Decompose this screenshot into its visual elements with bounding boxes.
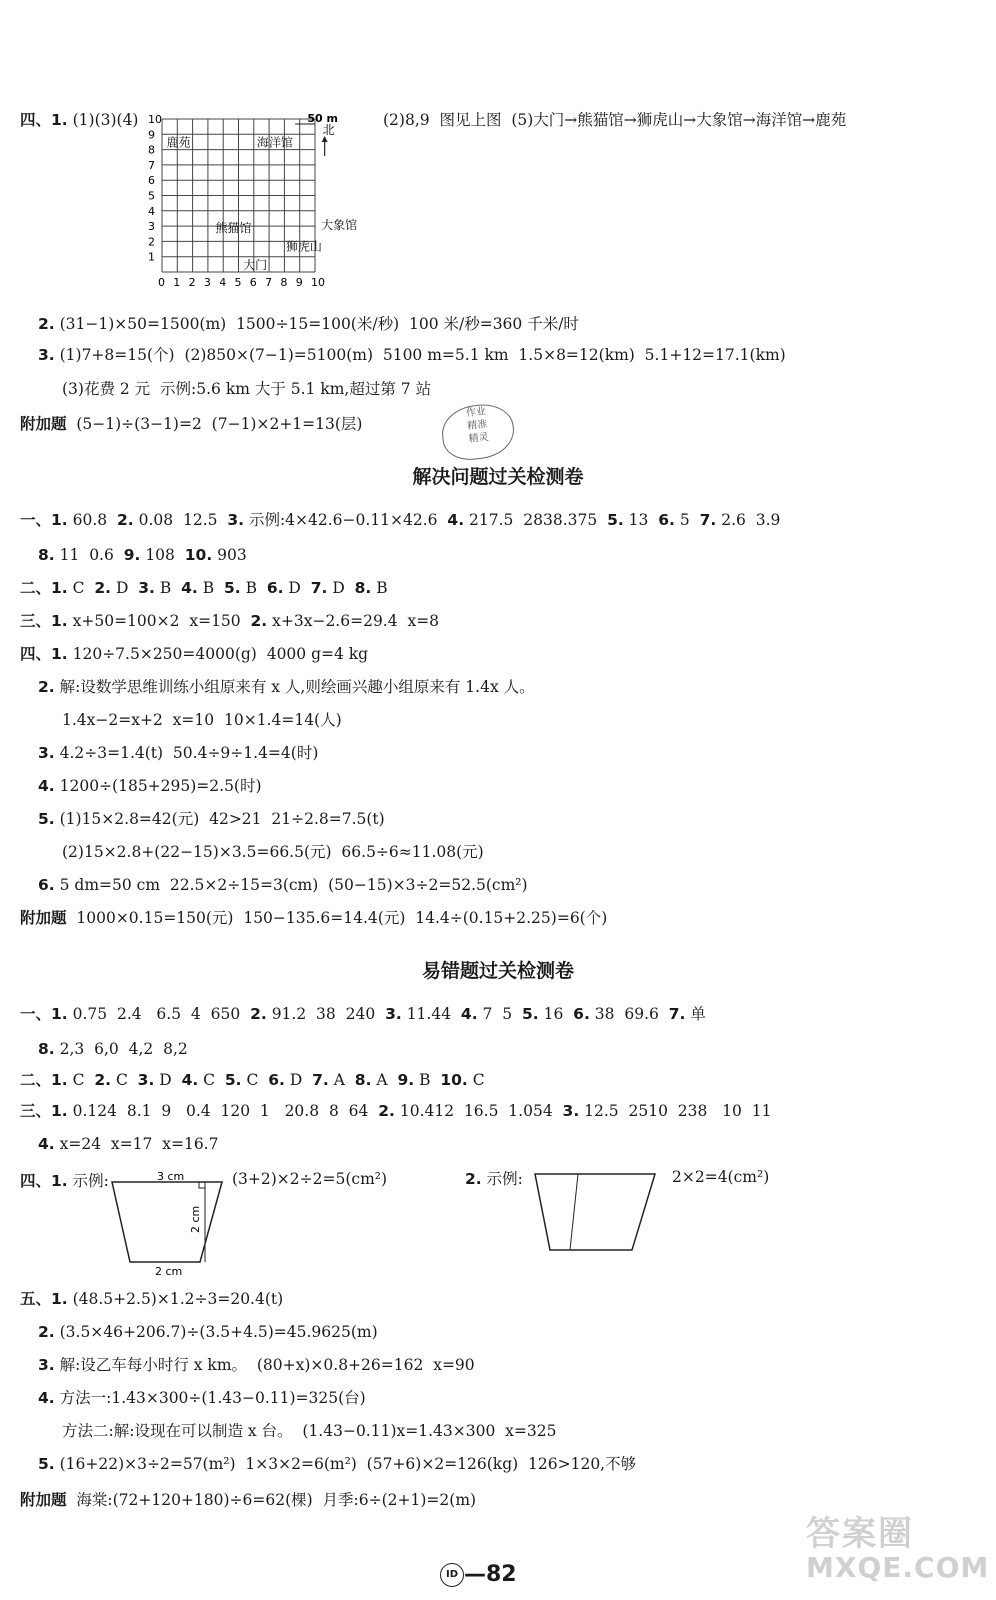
item-number: 7. bbox=[699, 511, 717, 529]
answer-line-33 bbox=[62, 1421, 556, 1441]
answer-line-29 bbox=[20, 1289, 283, 1309]
answer-line-16 bbox=[38, 809, 385, 829]
item-number: 3. bbox=[38, 744, 55, 762]
item-number: 6. bbox=[38, 876, 55, 894]
answer-text: B bbox=[154, 579, 182, 597]
item-number: 3. bbox=[137, 1071, 155, 1089]
publisher-icon: ID bbox=[440, 1563, 464, 1587]
answer-line-15 bbox=[38, 776, 262, 796]
answer-line-24 bbox=[38, 1134, 218, 1154]
answer-line-5 bbox=[62, 379, 431, 399]
y-tick-label: 4 bbox=[148, 204, 155, 218]
answer-text: 海棠:(72+120+180)÷6=62(棵) 月季:6÷(2+1)=2(m) bbox=[66, 1491, 477, 1509]
y-tick-label: 10 bbox=[148, 113, 162, 126]
item-number: 4. bbox=[181, 579, 198, 597]
answer-line-13 bbox=[62, 710, 342, 730]
north-label: 北 bbox=[322, 123, 335, 137]
stamp-line-1: 作业 bbox=[465, 406, 487, 420]
item-number: 5. bbox=[607, 511, 624, 529]
item-number: 6. bbox=[266, 579, 284, 597]
answer-line-2 bbox=[383, 110, 846, 130]
answer-line-14 bbox=[38, 743, 318, 763]
answer-text: (2)8,9 图见上图 (5)大门→熊猫馆→狮虎山→大象馆→海洋馆→鹿苑 bbox=[383, 111, 847, 129]
answer-text: 60.8 bbox=[67, 511, 117, 529]
answer-line-6 bbox=[20, 414, 362, 434]
answer-text: 1000×0.15=150(元) 150−135.6=14.4(元) 14.4÷(0.15+2.25)=6(个) bbox=[66, 909, 608, 927]
item-number: 4. bbox=[447, 511, 465, 529]
trapezoid-figure-1 bbox=[100, 1170, 235, 1278]
item-number: 10. bbox=[184, 546, 213, 564]
answer-text: 108 bbox=[140, 546, 185, 564]
answer-text: C bbox=[467, 1071, 485, 1089]
item-number: 4. bbox=[181, 1071, 199, 1089]
place-label: 海洋馆 bbox=[256, 135, 293, 150]
answer-text: 方法一:1.43×300÷(1.43−0.11)=325(台) bbox=[54, 1389, 366, 1407]
item-number: 3. bbox=[38, 1356, 55, 1374]
page-number: —82 bbox=[464, 1562, 517, 1587]
answer-text: 示例: bbox=[481, 1170, 523, 1188]
trapezoid-figure-2 bbox=[530, 1166, 660, 1256]
answer-text: B bbox=[371, 579, 388, 597]
answer-line-1 bbox=[20, 110, 138, 130]
item-number: 8. bbox=[354, 579, 372, 597]
x-tick-label: 7 bbox=[265, 276, 273, 289]
answer-text: 38 69.6 bbox=[589, 1005, 669, 1023]
item-number: 6. bbox=[658, 511, 675, 529]
page-footer bbox=[440, 1562, 517, 1587]
item-number: 4. bbox=[38, 1389, 55, 1407]
item-number: 5. bbox=[38, 810, 55, 828]
watermark-url: MXQE.COM bbox=[806, 1551, 990, 1584]
stamp-line-2: 精准 bbox=[466, 419, 488, 433]
item-number: 4. bbox=[460, 1005, 478, 1023]
answer-text: 1.4x−2=x+2 x=10 10×1.4=14(人) bbox=[62, 711, 342, 729]
item-number: 7. bbox=[310, 579, 328, 597]
answer-text: 2.6 3.9 bbox=[716, 511, 781, 529]
x-tick-label: 4 bbox=[219, 276, 227, 289]
answer-line-4 bbox=[38, 345, 786, 365]
answer-text: 2,3 6,0 4,2 8,2 bbox=[54, 1040, 188, 1058]
y-tick-label: 5 bbox=[148, 189, 155, 203]
item-number: 2. bbox=[465, 1170, 482, 1188]
item-number: 8. bbox=[354, 1071, 372, 1089]
item-number: 9. bbox=[397, 1071, 415, 1089]
answer-text: 方法二:解:设现在可以制造 x 台。 (1.43−0.11)x=1.43×300 x=325 bbox=[62, 1422, 557, 1440]
item-number: 7. bbox=[668, 1005, 686, 1023]
answer-text: (3)花费 2 元 示例:5.6 km 大于 5.1 km,超过第 7 站 bbox=[62, 380, 432, 398]
answer-line-18 bbox=[38, 875, 528, 895]
answer-line-11 bbox=[20, 644, 368, 664]
answer-text: 解:设数学思维训练小组原来有 x 人,则绘画兴趣小组原来有 1.4x 人。 bbox=[54, 678, 535, 696]
x-tick-label: 9 bbox=[295, 276, 303, 289]
answer-line-27 bbox=[465, 1169, 523, 1189]
answer-text: (16+22)×3÷2=57(m²) 1×3×2=6(m²) (57+6)×2=126(kg) 126>120,不够 bbox=[54, 1455, 637, 1473]
trapezoid-2-shape bbox=[535, 1174, 655, 1250]
x-tick-label: 3 bbox=[203, 276, 211, 289]
answer-text: (1)(3)(4) bbox=[67, 111, 139, 129]
item-number: 2. bbox=[250, 612, 268, 630]
answer-text: A bbox=[328, 1071, 355, 1089]
item-number: 2. bbox=[38, 315, 55, 333]
fig1-bottom-label: 2 cm bbox=[155, 1265, 183, 1278]
answer-text: B bbox=[414, 1071, 441, 1089]
answer-line-35 bbox=[20, 1490, 476, 1510]
answer-text: D bbox=[327, 579, 355, 597]
answer-text: 11.44 bbox=[401, 1005, 461, 1023]
answer-text: 示例:4×42.6−0.11×42.6 bbox=[244, 511, 448, 529]
item-number: 4. bbox=[38, 1135, 55, 1153]
place-label: 狮虎山 bbox=[285, 239, 322, 254]
answer-line-17 bbox=[62, 842, 484, 862]
answer-text: 解:设乙车每小时行 x km。 (80+x)×0.8+26=162 x=90 bbox=[54, 1356, 475, 1374]
answer-text: (1)15×2.8=42(元) 42>21 21÷2.8=7.5(t) bbox=[54, 810, 385, 828]
x-tick-label: 10 bbox=[311, 276, 325, 289]
y-tick-label: 9 bbox=[148, 128, 155, 142]
answer-text: 0.08 12.5 bbox=[133, 511, 228, 529]
answer-line-30 bbox=[38, 1322, 378, 1342]
answer-line-12 bbox=[38, 677, 535, 697]
section-title-2: 易错题过关检测卷 bbox=[421, 960, 574, 982]
answer-text: C bbox=[67, 1071, 95, 1089]
item-number: 2. bbox=[250, 1005, 267, 1023]
answer-text: (5−1)÷(3−1)=2 (7−1)×2+1=13(层) bbox=[66, 415, 363, 433]
right-angle-mark bbox=[199, 1182, 205, 1188]
answer-text: (1)7+8=15(个) (2)850×(7−1)=5100(m) 5100 m=5.1 km 1.5×8=12(km) 5.1+12=17.1(km) bbox=[54, 346, 786, 364]
x-tick-label: 0 bbox=[158, 276, 165, 289]
x-tick-label: 2 bbox=[188, 276, 196, 289]
answer-text: x+50=100×2 x=150 bbox=[67, 612, 251, 630]
answer-text: 13 bbox=[623, 511, 659, 529]
item-number: 五、1. bbox=[20, 1290, 68, 1308]
answer-text: 12.5 2510 238 10 11 bbox=[579, 1102, 772, 1120]
item-number: 二、1. bbox=[20, 579, 68, 597]
answer-text: 120÷7.5×250=4000(g) 4000 g=4 kg bbox=[67, 645, 369, 663]
answer-line-28 bbox=[672, 1167, 769, 1187]
place-label: 熊猫馆 bbox=[215, 221, 252, 236]
item-number: 三、1. bbox=[20, 612, 68, 630]
item-number: 8. bbox=[38, 546, 55, 564]
item-number: 附加题 bbox=[20, 415, 67, 433]
place-label: 鹿苑 bbox=[166, 135, 191, 150]
answer-text: 1200÷(185+295)=2.5(时) bbox=[54, 777, 262, 795]
zoo-grid-map bbox=[140, 112, 380, 302]
item-number: 3. bbox=[385, 1005, 402, 1023]
scale-label: 50 m bbox=[307, 112, 338, 125]
answer-text: 217.5 2838.375 bbox=[464, 511, 608, 529]
answer-line-25 bbox=[20, 1171, 109, 1191]
item-number: 5. bbox=[224, 1071, 242, 1089]
answer-text: 0.75 2.4 6.5 4 650 bbox=[67, 1005, 251, 1023]
fig1-side-label: 2 cm bbox=[189, 1205, 202, 1233]
y-tick-label: 8 bbox=[148, 143, 155, 157]
answer-line-19 bbox=[20, 908, 607, 928]
homework-stamp bbox=[439, 401, 516, 462]
answer-text: D bbox=[154, 1071, 182, 1089]
item-number: 附加题 bbox=[20, 909, 67, 927]
item-number: 2. bbox=[38, 678, 55, 696]
answer-text: 7 5 bbox=[477, 1005, 522, 1023]
answer-text: 0.124 8.1 9 0.4 120 1 20.8 8 64 bbox=[67, 1102, 379, 1120]
answer-text: (31−1)×50=1500(m) 1500÷15=100(米/秒) 100 米/秒=360 千米/时 bbox=[54, 315, 579, 333]
item-number: 2. bbox=[116, 511, 134, 529]
answer-text: 4.2÷3=1.4(t) 50.4÷9÷1.4=4(时) bbox=[54, 744, 319, 762]
item-number: 5. bbox=[38, 1455, 55, 1473]
answer-line-31 bbox=[38, 1355, 475, 1375]
answer-text: D bbox=[283, 579, 311, 597]
answer-line-20 bbox=[20, 1004, 706, 1024]
answer-text: 903 bbox=[212, 546, 247, 564]
x-tick-label: 6 bbox=[249, 276, 257, 289]
place-label: 大门 bbox=[243, 257, 268, 272]
answer-text: 2×2=4(cm²) bbox=[672, 1168, 770, 1186]
answer-text: C bbox=[241, 1071, 269, 1089]
answer-text: D bbox=[111, 579, 139, 597]
answer-text: 16 bbox=[538, 1005, 574, 1023]
item-number: 7. bbox=[312, 1071, 329, 1089]
item-number: 5. bbox=[521, 1005, 539, 1023]
answer-text: 11 0.6 bbox=[54, 546, 124, 564]
answer-text: C bbox=[111, 1071, 138, 1089]
section-title-1: 解决问题过关检测卷 bbox=[412, 466, 584, 488]
answer-line-23 bbox=[20, 1101, 771, 1121]
stamp-line-3: 精灵 bbox=[468, 431, 490, 445]
item-number: 5. bbox=[223, 579, 241, 597]
y-tick-label: 7 bbox=[148, 158, 155, 172]
item-number: 二、1. bbox=[20, 1071, 68, 1089]
answer-text: (3+2)×2÷2=5(cm²) bbox=[232, 1170, 388, 1188]
place-label: 大象馆 bbox=[321, 218, 358, 233]
answer-text: (48.5+2.5)×1.2÷3=20.4(t) bbox=[67, 1290, 284, 1308]
item-number: 9. bbox=[123, 546, 141, 564]
answer-text: C bbox=[67, 579, 95, 597]
item-number: 四、1. bbox=[20, 111, 68, 129]
answer-line-10 bbox=[20, 611, 439, 631]
y-tick-label: 3 bbox=[148, 220, 155, 234]
trapezoid-2-cut bbox=[570, 1174, 578, 1250]
item-number: 一、1. bbox=[20, 511, 68, 529]
item-number: 一、1. bbox=[20, 1005, 68, 1023]
answer-text: 5 bbox=[674, 511, 700, 529]
item-number: 四、1. bbox=[20, 645, 68, 663]
answer-line-7 bbox=[20, 510, 780, 530]
answer-text: 91.2 38 240 bbox=[266, 1005, 386, 1023]
item-number: 附加题 bbox=[20, 1491, 67, 1509]
item-number: 4. bbox=[38, 777, 55, 795]
answer-text: A bbox=[371, 1071, 398, 1089]
item-number: 3. bbox=[138, 579, 155, 597]
y-tick-label: 2 bbox=[148, 235, 155, 249]
answer-line-26 bbox=[232, 1169, 387, 1189]
answer-text: 10.412 16.5 1.054 bbox=[394, 1102, 563, 1120]
item-number: 10. bbox=[440, 1071, 468, 1089]
item-number: 3. bbox=[38, 346, 55, 364]
answer-text: x=24 x=17 x=16.7 bbox=[54, 1135, 219, 1153]
item-number: 2. bbox=[378, 1102, 395, 1120]
watermark-logo: 答案圈 bbox=[806, 1514, 914, 1554]
item-number: 2. bbox=[38, 1323, 55, 1341]
answer-text: C bbox=[198, 1071, 225, 1089]
answer-line-3 bbox=[38, 314, 579, 334]
answer-text: 示例: bbox=[67, 1172, 109, 1190]
answer-text: B bbox=[197, 579, 224, 597]
item-number: 三、1. bbox=[20, 1102, 68, 1120]
item-number: 8. bbox=[38, 1040, 55, 1058]
item-number: 2. bbox=[94, 579, 112, 597]
answer-line-9 bbox=[20, 578, 388, 598]
answer-text: 5 dm=50 cm 22.5×2÷15=3(cm) (50−15)×3÷2=52.5(cm²) bbox=[54, 876, 528, 894]
x-tick-label: 1 bbox=[173, 276, 181, 289]
answer-line-21 bbox=[38, 1039, 188, 1059]
y-tick-label: 6 bbox=[148, 174, 155, 188]
x-tick-label: 8 bbox=[280, 276, 288, 289]
watermark bbox=[806, 1506, 989, 1584]
answer-text: 单 bbox=[685, 1005, 706, 1023]
answer-text: B bbox=[240, 579, 267, 597]
y-tick-label: 1 bbox=[148, 250, 155, 264]
answer-line-34 bbox=[38, 1454, 636, 1474]
item-number: 四、1. bbox=[20, 1172, 68, 1190]
item-number: 2. bbox=[94, 1071, 112, 1089]
answer-text: D bbox=[284, 1071, 313, 1089]
fig1-top-label: 3 cm bbox=[157, 1170, 185, 1183]
answer-text: (3.5×46+206.7)÷(3.5+4.5)=45.9625(m) bbox=[54, 1323, 378, 1341]
x-tick-label: 5 bbox=[234, 276, 242, 289]
item-number: 3. bbox=[227, 511, 245, 529]
answer-text: x+3x−2.6=29.4 x=8 bbox=[267, 612, 440, 630]
item-number: 6. bbox=[573, 1005, 590, 1023]
item-number: 3. bbox=[562, 1102, 580, 1120]
answer-line-8 bbox=[38, 545, 247, 565]
answer-text: (2)15×2.8+(22−15)×3.5=66.5(元) 66.5÷6≈11.08(元) bbox=[62, 843, 484, 861]
answer-line-22 bbox=[20, 1070, 485, 1090]
item-number: 6. bbox=[268, 1071, 285, 1089]
answer-line-32 bbox=[38, 1388, 366, 1408]
